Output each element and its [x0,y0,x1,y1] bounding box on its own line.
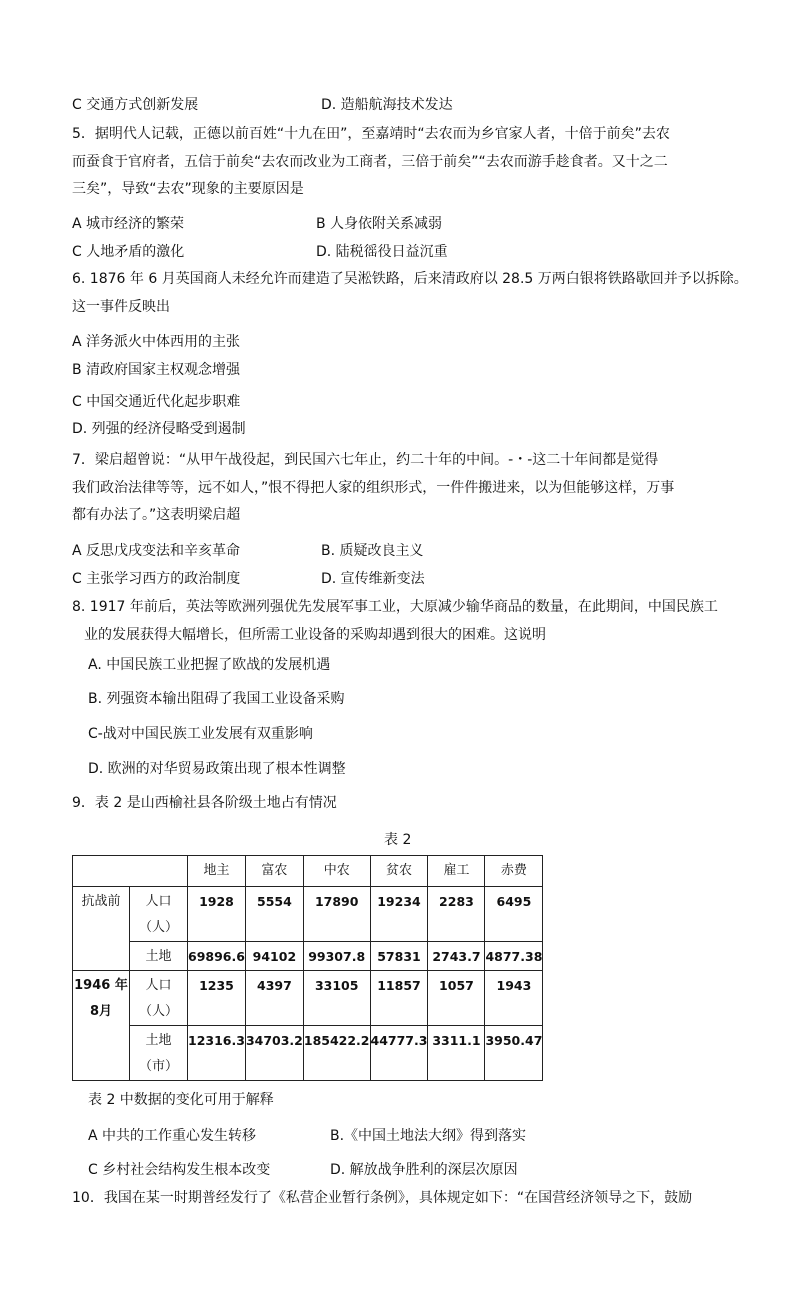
row-label: 人口 [145,978,172,993]
data-cell: 1943 [485,971,543,1026]
row-label: 土地 [145,949,172,964]
row-label-unit: （人） [138,1004,178,1019]
table-caption: 表 2 [384,832,412,848]
q8-option-b: B. 列强资本输出阻碍了我国工业设备采购 [88,691,345,707]
q5-option-a: A 城市经济的繁荣 [72,216,185,232]
data-cell: 1057 [428,971,485,1026]
row-label-cell [130,942,188,971]
header-cell: 地主 [188,856,246,887]
data-cell: 34703.2 [245,1026,303,1081]
table-row [73,971,543,1026]
data-cell: 44777.3 [370,1026,428,1081]
q7-option-d: D. 宣传维新变法 [321,571,425,587]
data-cell: 3311.1 [428,1026,485,1081]
data-cell: 99307.8 [303,942,370,971]
data-cell: 185422.2 [303,1026,370,1081]
table-corner-cell [73,856,188,887]
table-header-row [73,856,543,887]
q4-option-d: D. 造船航海技术发达 [321,97,453,113]
data-cell: 11857 [370,971,428,1026]
q7-option-c: C 主张学习西方的政治制度 [72,571,241,587]
data-cell: 1928 [188,887,246,942]
header-cell: 雇工 [428,856,485,887]
q7-stem-line1: 7．梁启超曾说：“从甲午战役起，到民国六七年止，约二十年的中间。-・-这二十年间都是觉得 [72,452,659,468]
q7-stem-line2: 我们政治法律等等，远不如人，”恨不得把人家的组织形式，一件件搬进来，以为但能够这样，万事 [72,480,675,496]
q8-option-c: C-战对中国民族工业发展有双重影响 [88,726,313,742]
period-cell [73,971,130,1081]
land-ownership-table [72,855,543,1081]
data-cell: 5554 [245,887,303,942]
q8-stem-line2: 业的发展获得大幅增长，但所需工业设备的采购却遇到很大的困难。这说明 [84,627,546,643]
q6-option-b: B 清政府国家主权观念增强 [72,362,241,378]
period-year: 1946 年 [74,978,128,993]
row-label-cell [130,887,188,942]
row-label: 人口 [145,894,172,909]
row-label-cell [130,971,188,1026]
q9-followup: 表 2 中数据的变化可用于解释 [88,1092,274,1108]
q5-option-d: D. 陆税徭役日益沉重 [316,244,448,260]
header-cell: 赤费 [485,856,543,887]
q7-option-b: B. 质疑改良主义 [321,543,424,559]
table-row [73,887,543,942]
data-cell: 2743.7 [428,942,485,971]
q7-stem-line3: 都有办法了。”这表明梁启超 [72,507,241,523]
row-label-cell [130,1026,188,1081]
q5-stem-line1: 5．据明代人记载，正德以前百姓“十九在田”，至嘉靖时“去农而为乡官家人者，十倍于前矣”去农 [72,126,670,142]
q5-stem-line3: 三矣”，导致“去农”现象的主要原因是 [72,181,304,197]
q9-option-d: D. 解放战争胜利的深层次原因 [330,1162,518,1178]
data-cell: 12316.3 [188,1026,246,1081]
q5-option-b: B 人身依附关系减弱 [316,216,443,232]
q6-stem-line2: 这一事件反映出 [72,299,170,315]
q8-option-a: A. 中国民族工业把握了欧战的发展机遇 [88,657,331,673]
data-cell: 33105 [303,971,370,1026]
data-cell: 94102 [245,942,303,971]
data-cell: 57831 [370,942,428,971]
data-cell: 4877.38 [485,942,543,971]
q6-stem-line1: 6. 1876 年 6 月英国商人未经允许而建造了吴淞铁路，后来清政府以 28.5 万两白银将铁路歇回并予以拆除。 [72,271,748,287]
table-row [73,942,543,971]
q8-option-d: D. 欧洲的对华贸易政策出现了根本性调整 [88,761,346,777]
data-cell: 2283 [428,887,485,942]
q7-option-a: A 反思戊戌变法和辛亥革命 [72,543,241,559]
table-row [73,1026,543,1081]
header-cell: 富农 [245,856,303,887]
header-cell: 贫农 [370,856,428,887]
data-cell: 1235 [188,971,246,1026]
q4-option-c: C 交通方式创新发展 [72,97,199,113]
row-label-unit: （市） [138,1059,178,1074]
q6-option-c: C 中国交通近代化起步职难 [72,394,241,410]
q9-stem: 9．表 2 是山西榆社县各阶级土地占有情况 [72,795,337,811]
q9-option-b: B.《中国土地法大纲》得到落实 [330,1128,527,1144]
data-cell: 19234 [370,887,428,942]
data-cell: 69896.6 [188,942,246,971]
q6-option-d: D. 列强的经济侵略受到遏制 [72,421,246,437]
data-cell: 17890 [303,887,370,942]
data-cell: 4397 [245,971,303,1026]
q9-option-c: C 乡村社会结构发生根本改变 [88,1162,271,1178]
q5-option-c: C 人地矛盾的激化 [72,244,185,260]
header-cell: 中农 [303,856,370,887]
q9-option-a: A 中共的工作重心发生转移 [88,1128,257,1144]
row-label-unit: （人） [138,920,178,935]
q6-option-a: A 洋务派火中体西用的主张 [72,334,241,350]
data-cell: 3950.47 [485,1026,543,1081]
row-label: 土地 [145,1033,172,1048]
q5-stem-line2: 而蚕食于官府者，五信于前矣“去农而改业为工商者，三倍于前矣”“去农而游手趁食者。又十之二 [72,154,668,170]
period-cell: 抗战前 [73,887,130,971]
data-cell: 6495 [485,887,543,942]
q8-stem-line1: 8. 1917 年前后，英法等欧洲列强优先发展军事工业，大原减少输华商品的数量，在此期间，中国民族工 [72,599,718,615]
q10-stem-line1: 10．我国在某一时期普经发行了《私营企业暂行条例》，具体规定如下：“在国营经济领导之下，鼓励 [72,1190,693,1206]
period-month: 8月 [89,1004,113,1019]
